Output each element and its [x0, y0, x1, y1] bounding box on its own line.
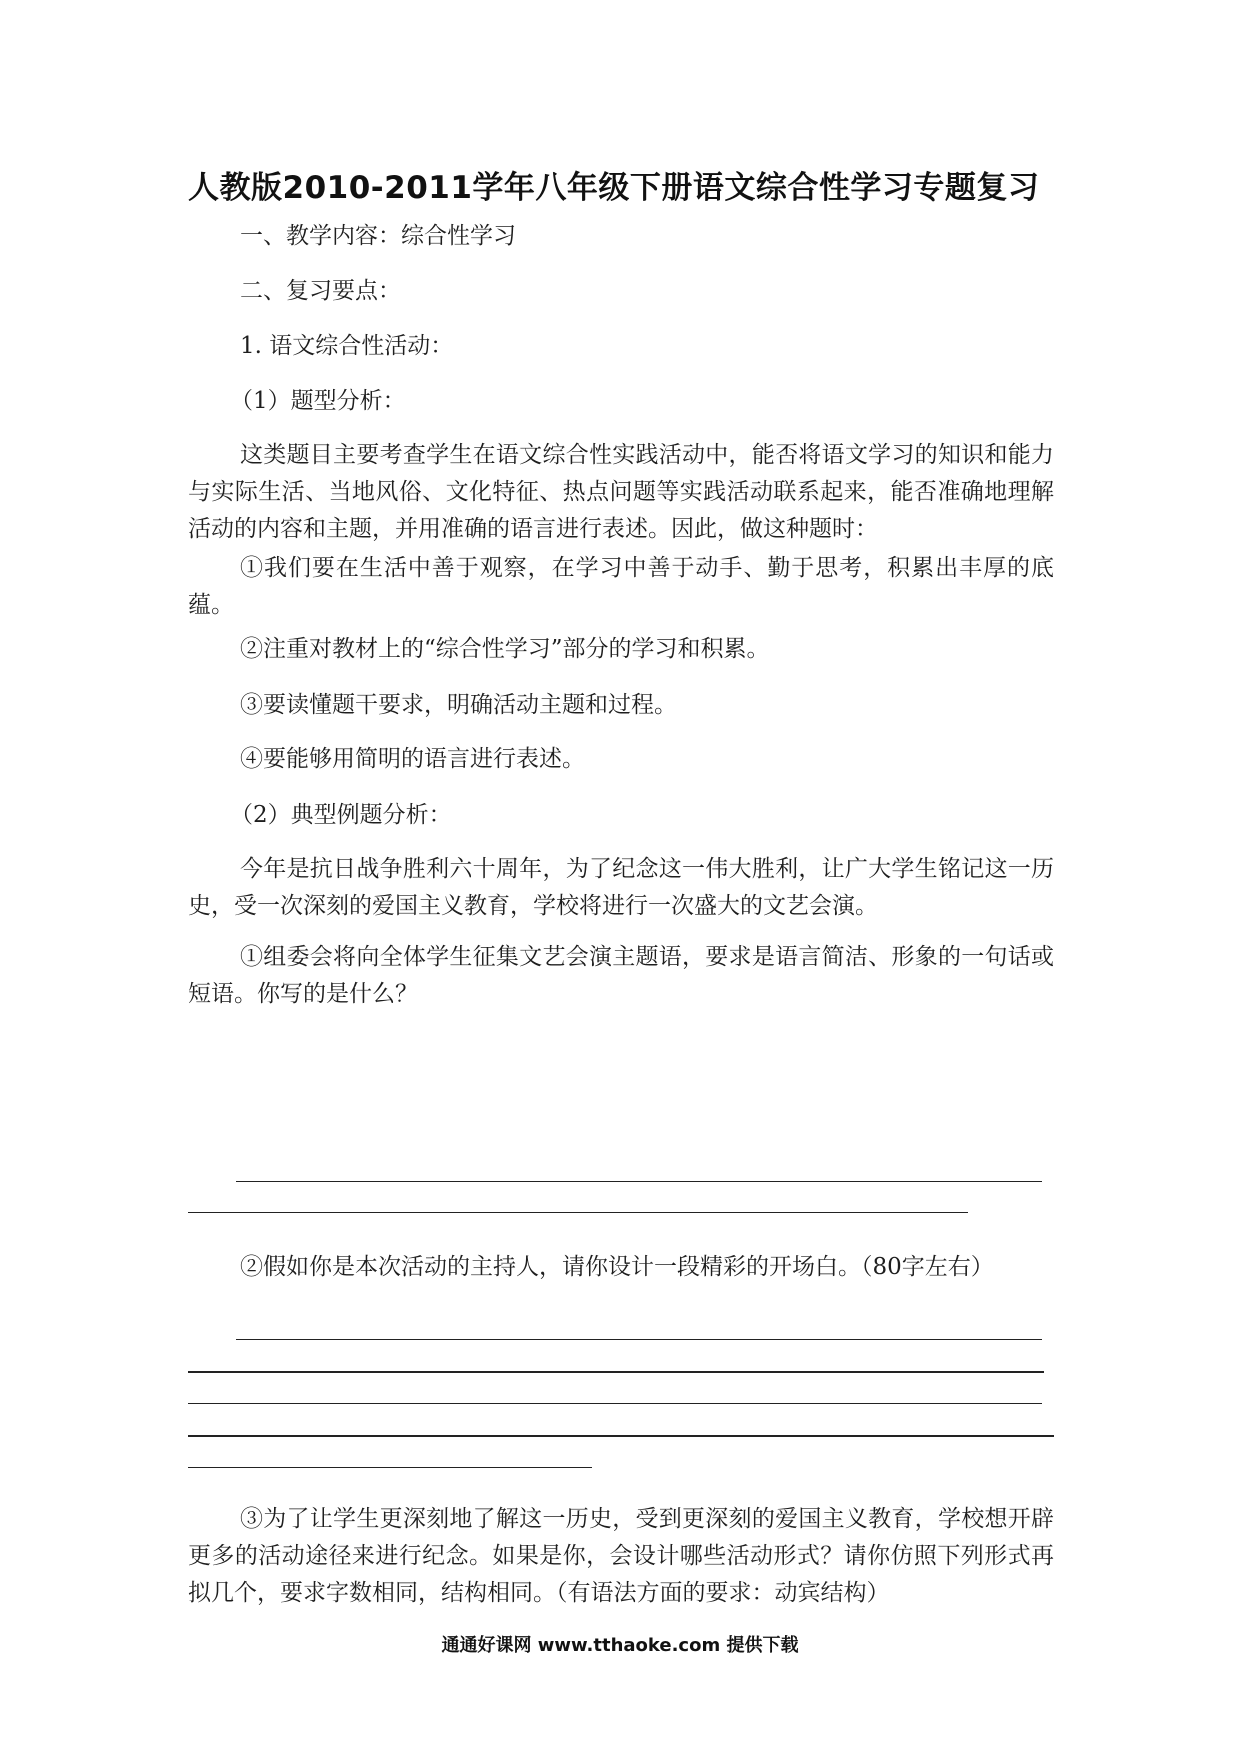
- example-paragraph: 今年是抗日战争胜利六十周年，为了纪念这一伟大胜利，让广大学生铭记这一历史，受一次深刻的爱国主义教育，学校将进行一次盛大的文艺会演。: [188, 856, 1054, 919]
- answer-line: [188, 1435, 1054, 1437]
- answer-line: [236, 1181, 1042, 1182]
- analysis-paragraph: 这类题目主要考查学生在语文综合性实践活动中，能否将语文学习的知识和能力与实际生活、当地风俗、文化特征、热点问题等实践活动联系起来，能否准确地理解活动的内容和主题，并用准确的语言进行表述。因此，做这种题时：: [188, 442, 1054, 542]
- answer-line: [188, 1403, 1042, 1404]
- page-title: 人教版2010-2011学年八年级下册语文综合性学习专题复习: [188, 170, 1040, 206]
- section-content: 一、教学内容：综合性学习: [240, 223, 516, 249]
- tip-3: ③要读懂题干要求，明确活动主题和过程。: [240, 692, 677, 718]
- question-2: ②假如你是本次活动的主持人，请你设计一段精彩的开场白。（80字左右）: [240, 1254, 994, 1280]
- question-3: ③为了让学生更深刻地了解这一历史，受到更深刻的爱国主义教育，学校想开辟更多的活动途径来进行纪念。如果是你，会设计哪些活动形式？请你仿照下列形式再拟几个，要求字数相同，结构相同。（有语法方面的要求：动宾结构）: [188, 1506, 1054, 1606]
- answer-line: [188, 1467, 592, 1468]
- tip-4: ④要能够用简明的语言进行表述。: [240, 746, 585, 772]
- answer-line: [188, 1212, 968, 1213]
- answer-line: [236, 1339, 1042, 1340]
- question-1: ①组委会将向全体学生征集文艺会演主题语，要求是语言简洁、形象的一句话或短语。你写的是什么？: [188, 944, 1054, 1007]
- tip-2: ②注重对教材上的“综合性学习”部分的学习和积累。: [240, 636, 770, 662]
- analysis-heading: （1）题型分析：: [230, 388, 406, 414]
- tip-1: ①我们要在生活中善于观察，在学习中善于动手、勤于思考，积累出丰厚的底蕴。: [188, 555, 1054, 618]
- section-points: 二、复习要点：: [240, 278, 401, 304]
- page-footer: 通通好课网 www.tthaoke.com 提供下载: [441, 1635, 799, 1656]
- answer-line: [188, 1371, 1044, 1373]
- point-1-heading: 1. 语文综合性活动：: [240, 333, 454, 359]
- example-heading: （2）典型例题分析：: [230, 802, 452, 828]
